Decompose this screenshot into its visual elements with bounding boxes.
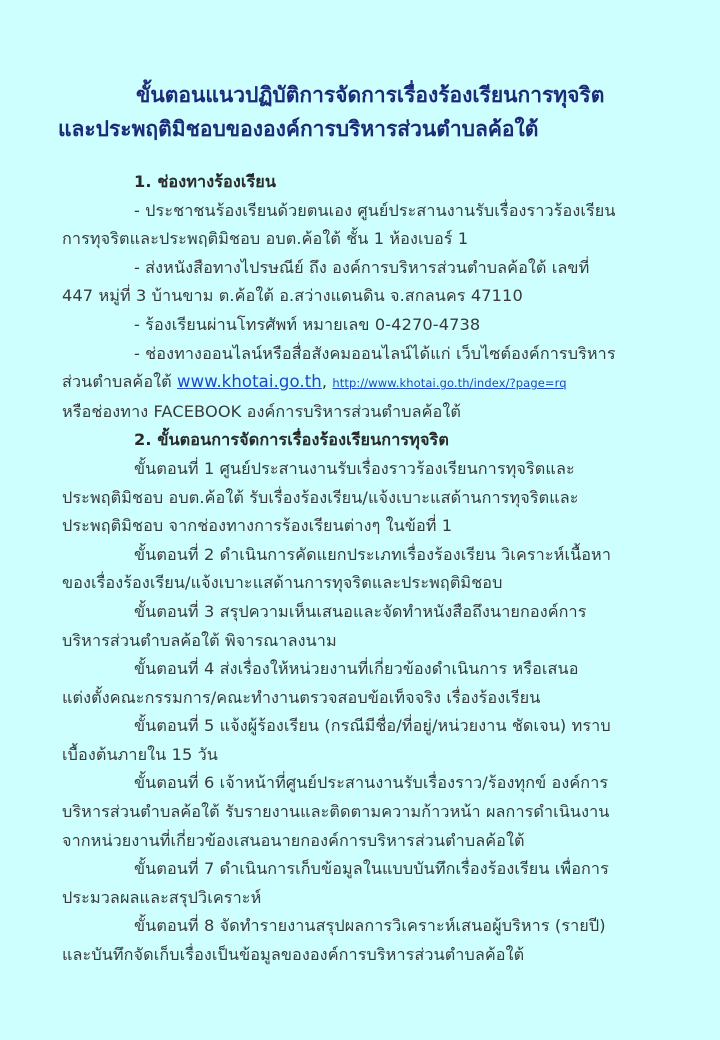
step-7-line-2: ประมวลผลและสรุปวิเคราะห์ [62,887,262,907]
step-5-line-1: ขั้นตอนที่ 5 แจ้งผู้ร้องเรียน (กรณีมีชื่อ/ที่อยู่/หน่วยงาน ชัดเจน) ทราบ [134,716,611,736]
step-3-line-2: บริหารส่วนตำบลค้อใต้ พิจารณาลงนาม [62,630,337,650]
step-1-line-2: ประพฤติมิชอบ อบต.ค้อใต้ รับเรื่องร้องเรียน/แจ้งเบาะแสด้านการทุจริตและ [62,487,579,507]
channel-online-prefix: ส่วนตำบลค้อใต้ [62,372,178,392]
channel-online-line-2 [62,368,662,398]
section-1-heading: 1. ช่องทางร้องเรียน [134,172,277,191]
step-8-line-1: ขั้นตอนที่ 8 จัดทำรายงานสรุปผลการวิเคราะห์เสนอผู้บริหาร (รายปี) [134,916,606,936]
channel-mail-line-1: - ส่งหนังสือทางไปรษณีย์ ถึง องค์การบริหารส่วนตำบลค้อใต้ เลขที่ [134,257,590,277]
document-title [58,78,698,146]
step-6-line-1: ขั้นตอนที่ 6 เจ้าหน้าที่ศูนย์ประสานงานรับเรื่องราว/ร้องทุกข์ องค์การ [134,773,609,793]
complaint-page-link[interactable]: http://www.khotai.go.th/index/?page=rq [332,376,567,391]
title-line-2: และประพฤติมิชอบขององค์การบริหารส่วนตำบลค้อใต้ [58,117,539,141]
link-separator: , [321,372,333,392]
step-4-line-2: แต่งตั้งคณะกรรมการ/คณะทำงานตรวจสอบข้อเท็จจริง เรื่องร้องเรียน [62,687,541,707]
title-line-1: ขั้นตอนแนวปฏิบัติการจัดการเรื่องร้องเรียนการทุจริต [136,83,605,107]
website-link[interactable]: www.khotai.go.th [177,372,322,392]
step-1-line-1: ขั้นตอนที่ 1 ศูนย์ประสานงานรับเรื่องราวร้องเรียนการทุจริตและ [134,458,575,478]
section-2-heading: 2. ขั้นตอนการจัดการเรื่องร้องเรียนการทุจริต [134,430,449,450]
channel-phone: - ร้องเรียนผ่านโทรศัพท์ หมายเลข 0-4270-4738 [134,314,481,334]
step-7-line-1: ขั้นตอนที่ 7 ดำเนินการเก็บข้อมูลในแบบบันทึกเรื่องร้องเรียน เพื่อการ [134,859,609,879]
step-5-line-2: เบื้องต้นภายใน 15 วัน [62,744,218,764]
step-1-line-3: ประพฤติมิชอบ จากช่องทางการร้องเรียนต่างๆ ในข้อที่ 1 [62,516,453,536]
document-body [62,168,662,970]
channel-walk-in-line-1: - ประชาชนร้องเรียนด้วยตนเอง ศูนย์ประสานงานรับเรื่องราวร้องเรียน [134,200,616,220]
step-6-line-2: บริหารส่วนตำบลค้อใต้ รับรายงานและติดตามความก้าวหน้า ผลการดำเนินงาน [62,802,610,822]
step-2-line-1: ขั้นตอนที่ 2 ดำเนินการคัดแยกประเภทเรื่องร้องเรียน วิเคราะห์เนื้อหา [134,544,612,564]
channel-walk-in-line-2: การทุจริตและประพฤติมิชอบ อบต.ค้อใต้ ชั้น 1 ห้องเบอร์ 1 [62,229,469,249]
step-4-line-1: ขั้นตอนที่ 4 ส่งเรื่องให้หน่วยงานที่เกี่ยวข้องดำเนินการ หรือเสนอ [134,659,579,679]
channel-online-line-1: - ช่องทางออนไลน์หรือสื่อสังคมออนไลน์ได้แก่ เว็บไซต์องค์การบริหาร [134,343,616,363]
channel-mail-line-2: 447 หมู่ที่ 3 บ้านขาม ต.ค้อใต้ อ.สว่างแดนดิน จ.สกลนคร 47110 [62,286,523,306]
step-2-line-2: ของเรื่องร้องเรียน/แจ้งเบาะแสด้านการทุจริตและประพฤติมิชอบ [62,573,503,593]
step-6-line-3: จากหน่วยงานที่เกี่ยวข้องเสนอนายกองค์การบริหารส่วนตำบลค้อใต้ [62,830,525,850]
step-8-line-2: และบันทึกจัดเก็บเรื่องเป็นข้อมูลขององค์การบริหารส่วนตำบลค้อใต้ [62,945,525,965]
step-3-line-1: ขั้นตอนที่ 3 สรุปความเห็นเสนอและจัดทำหนังสือถึงนายกองค์การ [134,601,587,621]
channel-facebook: หรือช่องทาง FACEBOOK องค์การบริหารส่วนตำบลค้อใต้ [62,401,461,421]
